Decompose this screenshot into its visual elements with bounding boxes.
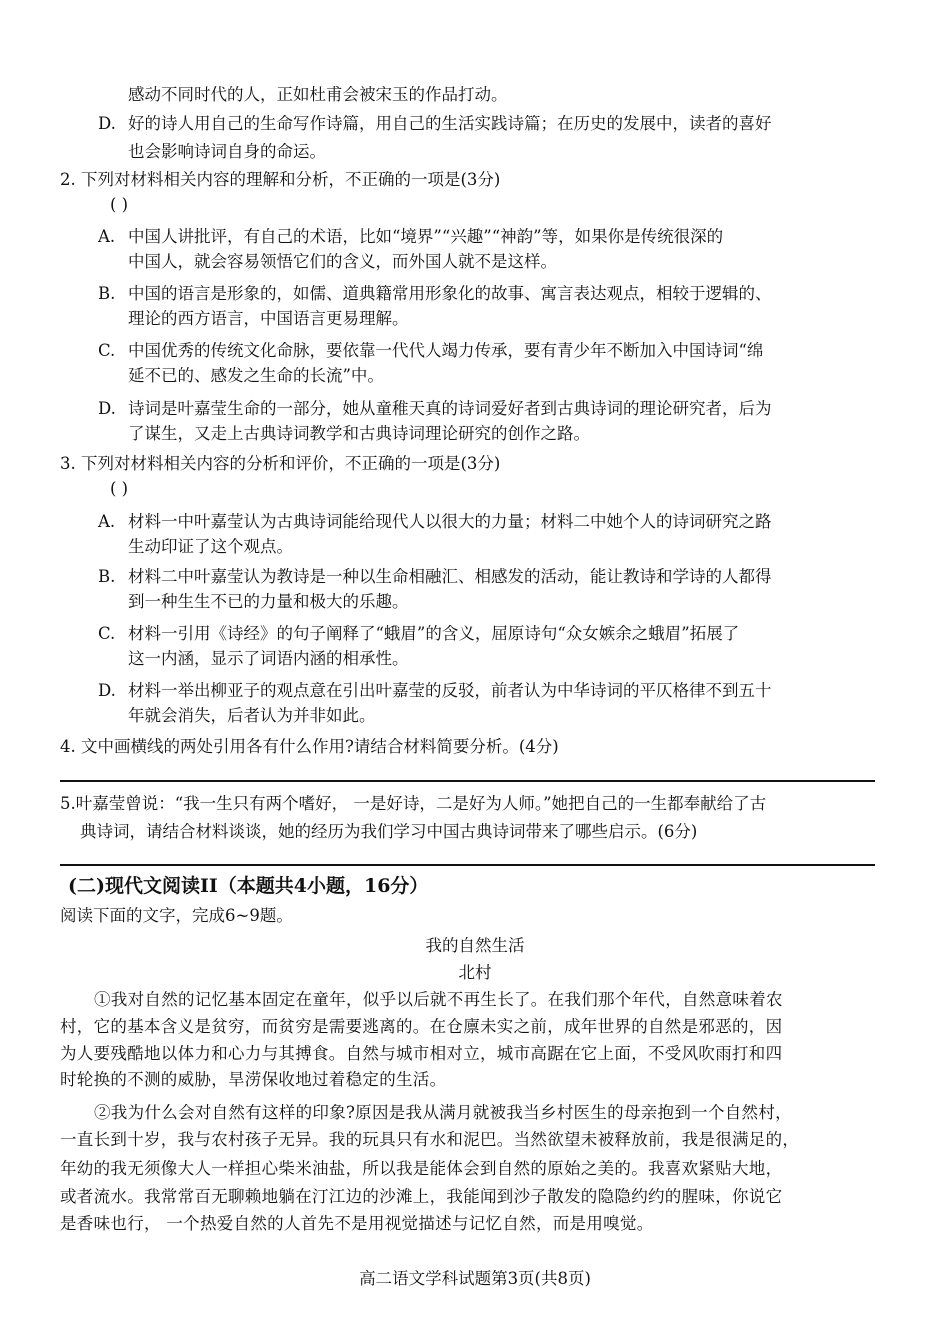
section-heading: (二)现代文阅读II（本题共4小题，16分） <box>68 875 429 897</box>
para1-line4: 时轮换的不测的威胁，旱涝保收地过着稳定的生活。 <box>60 1070 447 1089</box>
q3-option-b-line1: 材料二中叶嘉莹认为教诗是一种以生命相融汇、相感发的活动，能让教诗和学诗的人都得 <box>128 567 772 586</box>
q3-option-d-label: D. <box>98 681 116 700</box>
q2-option-c-label: C. <box>98 341 116 360</box>
para1-line3: 为人要残酷地以体力和心力与其搏食。自然与城市相对立，城市高踞在它上面，不受风吹雨打和四 <box>60 1044 783 1063</box>
q3-option-c-line1: 材料一引用《诗经》的句子阐释了“蛾眉”的含义，屈原诗句“众女嫉余之蛾眉”拓展了 <box>128 624 740 643</box>
article-author: 北村 <box>458 963 492 982</box>
para1-line1: ①我对自然的记忆基本固定在童年，似乎以后就不再生长了。在我们那个年代，自然意味着农 <box>94 990 783 1009</box>
answer-rule-q5 <box>60 864 875 866</box>
para2-line4: 或者流水。我常常百无聊赖地躺在汀江边的沙滩上，我能闻到沙子散发的隐隐约约的腥味，你说它 <box>60 1187 783 1206</box>
section-instruction: 阅读下面的文字，完成6~9题。 <box>60 906 293 925</box>
q4-stem: 4. 文中画横线的两处引用各有什么作用?请结合材料简要分析。(4分) <box>60 737 559 756</box>
q2-option-a-label: A. <box>98 227 116 246</box>
para2-line5: 是香味也行， 一个热爱自然的人首先不是用视觉描述与记忆自然，而是用嗅觉。 <box>60 1214 654 1233</box>
q3-option-a-label: A. <box>98 512 116 531</box>
q1-option-d-line1: 好的诗人用自己的生命写作诗篇，用自己的生活实践诗篇；在历史的发展中，读者的喜好 <box>128 114 772 133</box>
page-footer: 高二语文学科试题第3页(共8页) <box>359 1269 591 1288</box>
q2-option-d-line2: 了谋生，又走上古典诗词教学和古典诗词理论研究的创作之路。 <box>128 424 590 443</box>
q3-option-b-line2: 到一种生生不已的力量和极大的乐趣。 <box>128 592 409 611</box>
answer-rule-q4 <box>60 780 875 782</box>
q2-option-c-line1: 中国优秀的传统文化命脉，要依靠一代代人竭力传承，要有青少年不断加入中国诗词“绵 <box>128 341 764 360</box>
q2-option-a-line2: 中国人，就会容易领悟它们的含义，而外国人就不是这样。 <box>128 252 557 271</box>
para2-line2: 一直长到十岁，我与农村孩子无异。我的玩具只有水和泥巴。当然欲望未被释放前，我是很满足的， <box>60 1130 800 1149</box>
para2-line1: ②我为什么会对自然有这样的印象?原因是我从满月就被我当乡村医生的母亲抱到一个自然村， <box>94 1103 792 1122</box>
q5-line1: 5.叶嘉莹曾说：“我一生只有两个嗜好， 一是好诗，二是好为人师。”她把自己的一生都奉献给了古 <box>60 794 767 813</box>
q2-option-b-line2: 理论的西方语言，中国语言更易理解。 <box>128 309 409 328</box>
para2-line3: 年幼的我无须像大人一样担心柴米油盐，所以我是能体会到自然的原始之美的。我喜欢紧贴大地， <box>60 1159 783 1178</box>
q3-answer-blank: ( ) <box>110 479 129 498</box>
q2-option-d-label: D. <box>98 399 116 418</box>
q3-stem: 3. 下列对材料相关内容的分析和评价，不正确的一项是(3分) <box>60 454 501 473</box>
q2-stem: 2. 下列对材料相关内容的理解和分析，不正确的一项是(3分) <box>60 170 501 189</box>
q2-option-b-line1: 中国的语言是形象的，如儒、道典籍常用形象化的故事、寓言表达观点，相较于逻辑的、 <box>128 284 772 303</box>
q3-option-b-label: B. <box>98 567 116 586</box>
q3-option-c-line2: 这一内涵，显示了词语内涵的相承性。 <box>128 649 409 668</box>
q2-option-c-line2: 延不已的、感发之生命的长流”中。 <box>128 366 384 385</box>
q1-option-c-continuation: 感动不同时代的人，正如杜甫会被宋玉的作品打动。 <box>128 85 508 104</box>
q2-option-d-line1: 诗词是叶嘉莹生命的一部分，她从童稚天真的诗词爱好者到古典诗词的理论研究者，后为 <box>128 399 772 418</box>
q2-option-b-label: B. <box>98 284 116 303</box>
para1-line2: 村，它的基本含义是贫穷，而贫穷是需要逃离的。在仓廪未实之前，成年世界的自然是邪恶的，因 <box>60 1017 783 1036</box>
q3-option-d-line2: 年就会消失，后者认为并非如此。 <box>128 706 376 725</box>
q3-option-d-line1: 材料一举出柳亚子的观点意在引出叶嘉莹的反驳，前者认为中华诗词的平仄格律不到五十 <box>128 681 772 700</box>
q3-option-a-line1: 材料一中叶嘉莹认为古典诗词能给现代人以很大的力量；材料二中她个人的诗词研究之路 <box>128 512 772 531</box>
q1-option-d-label: D. <box>98 114 116 133</box>
q2-option-a-line1: 中国人讲批评，有自己的术语，比如“境界”“兴趣”“神韵”等，如果你是传统很深的 <box>128 227 724 246</box>
q5-line2: 典诗词，请结合材料谈谈，她的经历为我们学习中国古典诗词带来了哪些启示。(6分) <box>80 822 698 841</box>
q3-option-a-line2: 生动印证了这个观点。 <box>128 537 293 556</box>
article-title: 我的自然生活 <box>425 936 525 955</box>
q1-option-d-line2: 也会影响诗词自身的命运。 <box>128 142 326 161</box>
q3-option-c-label: C. <box>98 624 116 643</box>
q2-answer-blank: ( ) <box>110 195 129 214</box>
